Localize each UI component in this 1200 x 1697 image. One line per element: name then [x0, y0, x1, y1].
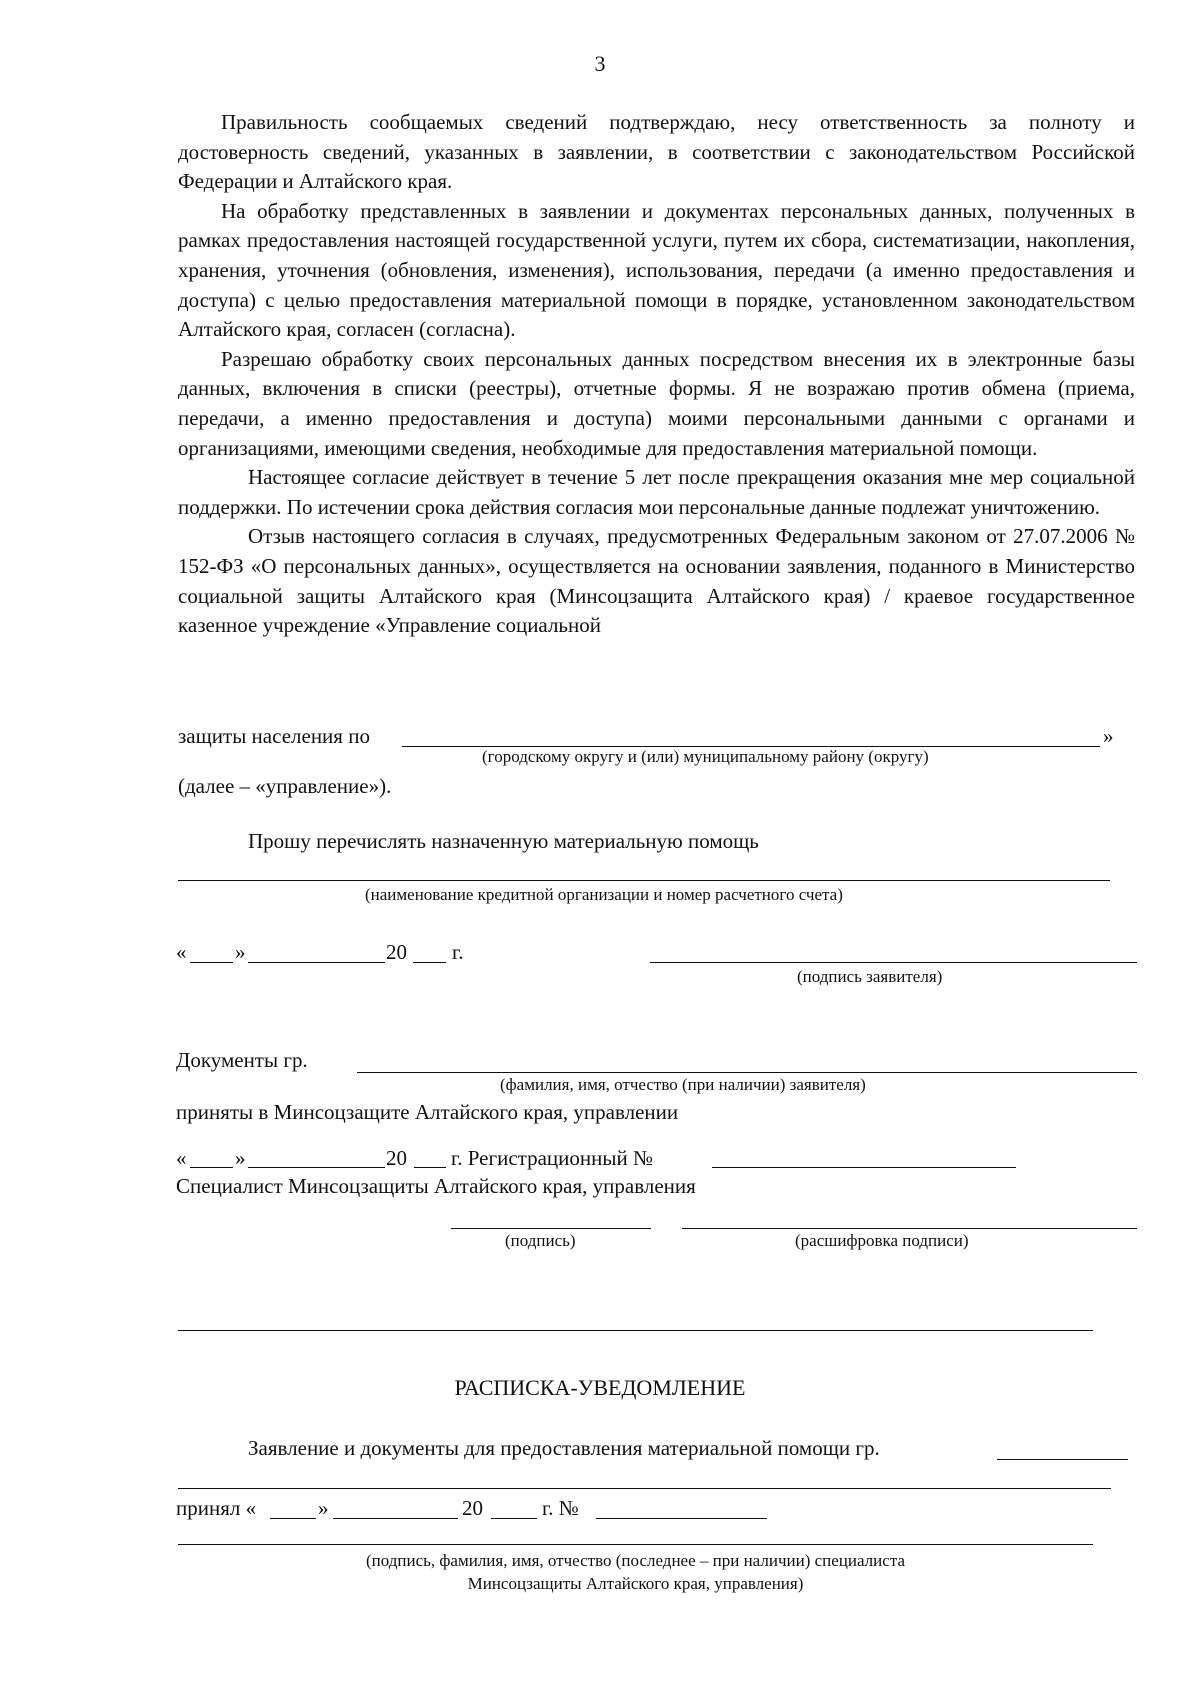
district-prefix: защиты населения по	[178, 724, 370, 748]
applicant-date-close-quote: »	[235, 940, 246, 964]
page-number: 3	[594, 51, 606, 76]
receipt-title: РАСПИСКА-УВЕДОМЛЕНИЕ	[454, 1375, 746, 1400]
section-separator	[178, 1330, 1093, 1331]
acceptance-month-field[interactable]	[248, 1167, 385, 1168]
applicant-month-field[interactable]	[248, 962, 385, 963]
paragraph-confirmation: Правильность сообщаемых сведений подтверждаю, несу ответственность за полноту и достоверность сведений, указанных в заявлении, в соответствии с законодательством Российской Федерации и Алтайского края.	[178, 110, 1135, 194]
specialist-signature-caption: (подпись)	[505, 1231, 576, 1250]
consent-text	[178, 108, 1135, 641]
receipt-year-prefix: 20	[462, 1496, 483, 1520]
applicant-day-field[interactable]	[190, 962, 233, 963]
accepted-text: приняты в Минсоцзащите Алтайского края, управлении	[176, 1100, 679, 1124]
specialist-decoding-caption: (расшифровка подписи)	[795, 1231, 969, 1250]
paragraph-processing-consent: На обработку представленных в заявлении и документах персональных данных, полученных в рамках предоставления настоящей государственной услуги, путем их сбора, систематизации, накопления, хранения, уточнения (обновления, изменения), использования, передачи (а именно предоставления и доступа) с целью предоставления материальной помощи в порядке, установленном законодательством Алтайского края, согласен (согласна).	[178, 198, 1135, 342]
receipt-month-field[interactable]	[333, 1518, 458, 1519]
district-close-quote: »	[1103, 724, 1114, 748]
receipt-number-label: г. №	[542, 1496, 579, 1520]
applicant-date-open-quote: «	[176, 940, 187, 964]
applicant-year-prefix: 20	[386, 940, 407, 964]
acceptance-year-field[interactable]	[414, 1167, 446, 1168]
specialist-signature-field[interactable]	[451, 1228, 651, 1229]
applicant-name-field[interactable]	[357, 1072, 1137, 1073]
acceptance-year-prefix: 20	[386, 1146, 407, 1170]
receipt-year-field[interactable]	[491, 1518, 537, 1519]
specialist-decoding-field[interactable]	[682, 1228, 1137, 1229]
paragraph-validity: Настоящее согласие действует в течение 5 лет после прекращения оказания мне мер социальной поддержки. По истечении срока действия согласия мои персональные данные подлежат уничтожению.	[178, 465, 1135, 519]
applicant-signature-caption: (подпись заявителя)	[797, 967, 943, 986]
receipt-caption-line2: Минсоцзащиты Алтайского края, управления)	[467, 1574, 804, 1593]
registration-number-field[interactable]	[712, 1167, 1016, 1168]
district-caption: (городскому округу и (или) муниципальному району (округу)	[482, 747, 929, 766]
documents-label: Документы гр.	[176, 1048, 308, 1072]
acceptance-date-close-quote: »	[235, 1146, 246, 1170]
receipt-applicant-field-continued[interactable]	[178, 1488, 1111, 1489]
receipt-accepted-prefix: принял «	[176, 1496, 257, 1520]
acceptance-day-field[interactable]	[190, 1167, 233, 1168]
bank-account-caption: (наименование кредитной организации и номер расчетного счета)	[365, 885, 843, 904]
bank-account-field[interactable]	[178, 880, 1110, 881]
applicant-name-caption: (фамилия, имя, отчество (при наличии) заявителя)	[500, 1075, 866, 1094]
applicant-year-suffix: г.	[452, 940, 464, 964]
applicant-year-field[interactable]	[413, 962, 446, 963]
hereinafter-text: (далее – «управление»).	[178, 774, 392, 798]
receipt-day-field[interactable]	[270, 1518, 316, 1519]
specialist-text: Специалист Минсоцзащиты Алтайского края, управления	[176, 1174, 696, 1198]
applicant-signature-field[interactable]	[650, 962, 1137, 963]
receipt-number-field[interactable]	[596, 1518, 767, 1519]
receipt-specialist-field[interactable]	[178, 1544, 1093, 1545]
receipt-text: Заявление и документы для предоставления материальной помощи гр.	[248, 1436, 880, 1460]
paragraph-revocation: Отзыв настоящего согласия в случаях, предусмотренных Федеральным законом от 27.07.2006 № 152-ФЗ «О персональных данных», осуществляется на основании заявления, поданного в Министерство социальной защиты Алтайского края (Минсоцзащита Алтайского края) / краевое государственное казенное учреждение «Управление социальной	[178, 524, 1135, 638]
receipt-accepted-close-quote: »	[318, 1496, 329, 1520]
transfer-request-text: Прошу перечислять назначенную материальную помощь	[248, 829, 759, 853]
receipt-applicant-field[interactable]	[997, 1459, 1128, 1460]
registration-number-label: г. Регистрационный №	[451, 1146, 653, 1170]
paragraph-database-permission: Разрешаю обработку своих персональных данных посредством внесения их в электронные базы данных, включения в списки (реестры), отчетные формы. Я не возражаю против обмена (приема, передачи, а именно предоставления и доступа) моими персональными данными с органами и организациями, имеющими сведения, необходимые для предоставления материальной помощи.	[178, 346, 1135, 460]
receipt-caption-line1: (подпись, фамилия, имя, отчество (последнее – при наличии) специалиста	[366, 1551, 905, 1570]
acceptance-date-open-quote: «	[176, 1146, 187, 1170]
